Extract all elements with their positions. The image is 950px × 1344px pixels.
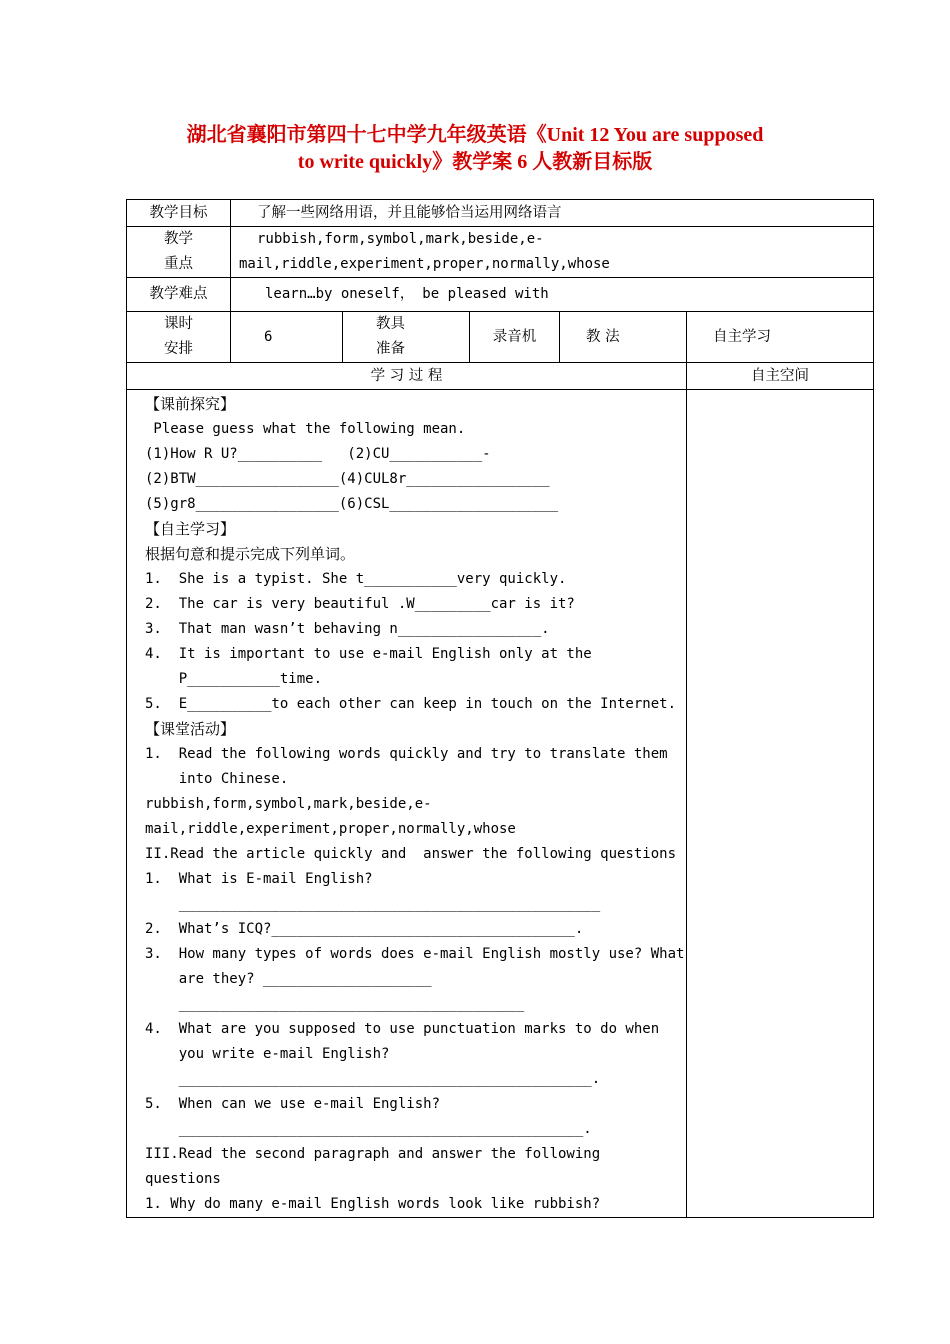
- process-label: 学 习 过 程: [127, 363, 687, 390]
- tools-label-line-2: 准备: [376, 341, 405, 357]
- process-line: 【自主学习】: [145, 520, 236, 538]
- process-line: Please guess what the following mean.: [145, 421, 466, 437]
- process-lines: [145, 392, 686, 1217]
- process-line: questions: [145, 1171, 221, 1187]
- process-line: into Chinese.: [145, 771, 289, 787]
- goal-value: 了解一些网络用语，并且能够恰当运用网络语言: [231, 200, 874, 227]
- process-line: rubbish,form,symbol,mark,beside,e-: [145, 796, 432, 812]
- difficult-value: learn…by oneself， be pleased with: [231, 278, 874, 312]
- process-line: (2)BTW_________________(4)CUL8r_________________: [145, 471, 550, 487]
- process-line: you write e-mail English?: [145, 1046, 390, 1062]
- process-line: _________________________________________________.: [145, 1071, 601, 1087]
- row-goal: [127, 200, 874, 227]
- key-value-line-2: mail,riddle,experiment,proper,normally,whose: [239, 256, 610, 272]
- process-line: 5. E__________to each other can keep in touch on the Internet.: [145, 696, 677, 712]
- process-line: 1. She is a typist. She t___________very quickly.: [145, 571, 567, 587]
- process-line: 4. What are you supposed to use punctuation marks to do when: [145, 1021, 660, 1037]
- lesson-plan-table: [126, 199, 874, 1218]
- hours-label-line-2: 安排: [164, 341, 193, 357]
- hours-value: 6: [231, 312, 343, 363]
- hours-label-line-1: 课时: [164, 316, 193, 332]
- row-schedule: [127, 312, 874, 363]
- process-line: 3. How many types of words does e-mail English mostly use? What: [145, 946, 685, 962]
- process-line: 1. What is E-mail English?: [145, 871, 373, 887]
- process-line: 3. That man wasn’t behaving n_________________.: [145, 621, 550, 637]
- self-study-space: [687, 390, 874, 1218]
- process-line: 2. What’s ICQ?____________________________________.: [145, 921, 584, 937]
- process-line: 2. The car is very beautiful .W_________car is it?: [145, 596, 575, 612]
- row-difficult: [127, 278, 874, 312]
- process-line: __________________________________________________: [145, 896, 601, 912]
- process-line: 【课前探究】: [145, 395, 236, 413]
- tools-label-line-1: 教具: [376, 316, 405, 332]
- process-line: (1)How R U?__________ (2)CU___________-: [145, 446, 491, 462]
- document-title: [100, 122, 850, 176]
- hours-label: [127, 312, 231, 363]
- process-line: (5)gr8_________________(6)CSL____________________: [145, 496, 559, 512]
- key-label-line-1: 教学: [164, 231, 193, 247]
- key-label-line-2: 重点: [164, 256, 193, 272]
- tools-value: 录音机: [470, 312, 560, 363]
- key-label: [127, 227, 231, 278]
- method-label: 教 法: [560, 312, 687, 363]
- row-process-body: [127, 390, 874, 1218]
- process-line: are they? ____________________: [145, 971, 432, 987]
- process-line: ________________________________________________.: [145, 1121, 592, 1137]
- process-line: 【课堂活动】: [145, 720, 236, 738]
- tools-label: [343, 312, 470, 363]
- process-line: 1. Read the following words quickly and try to translate them: [145, 746, 668, 762]
- process-content: [127, 390, 687, 1218]
- key-value-line-1: rubbish,form,symbol,mark,beside,e-: [257, 231, 544, 247]
- goal-label: 教学目标: [127, 200, 231, 227]
- difficult-label: 教学难点: [127, 278, 231, 312]
- method-value: 自主学习: [687, 312, 874, 363]
- process-line: 4. It is important to use e-mail English only at the: [145, 646, 592, 662]
- process-line: 1. Why do many e-mail English words look like rubbish?: [145, 1196, 601, 1212]
- space-label: 自主空间: [687, 363, 874, 390]
- process-line: mail,riddle,experiment,proper,normally,whose: [145, 821, 516, 837]
- process-line: III.Read the second paragraph and answer the following: [145, 1146, 601, 1162]
- process-line: II.Read the article quickly and answer the following questions: [145, 846, 677, 862]
- title-line-2: to write quickly》教学案 6 人教新目标版: [297, 151, 653, 173]
- process-line: 5. When can we use e-mail English?: [145, 1096, 441, 1112]
- row-key-points: [127, 227, 874, 278]
- title-line-1: 湖北省襄阳市第四十七中学九年级英语《Unit 12 You are supposed: [186, 124, 764, 146]
- process-line: _________________________________________: [145, 996, 525, 1012]
- row-process-header: [127, 363, 874, 390]
- key-value: [231, 227, 874, 278]
- process-line: 根据句意和提示完成下列单词。: [145, 545, 356, 563]
- process-line: P___________time.: [145, 671, 323, 687]
